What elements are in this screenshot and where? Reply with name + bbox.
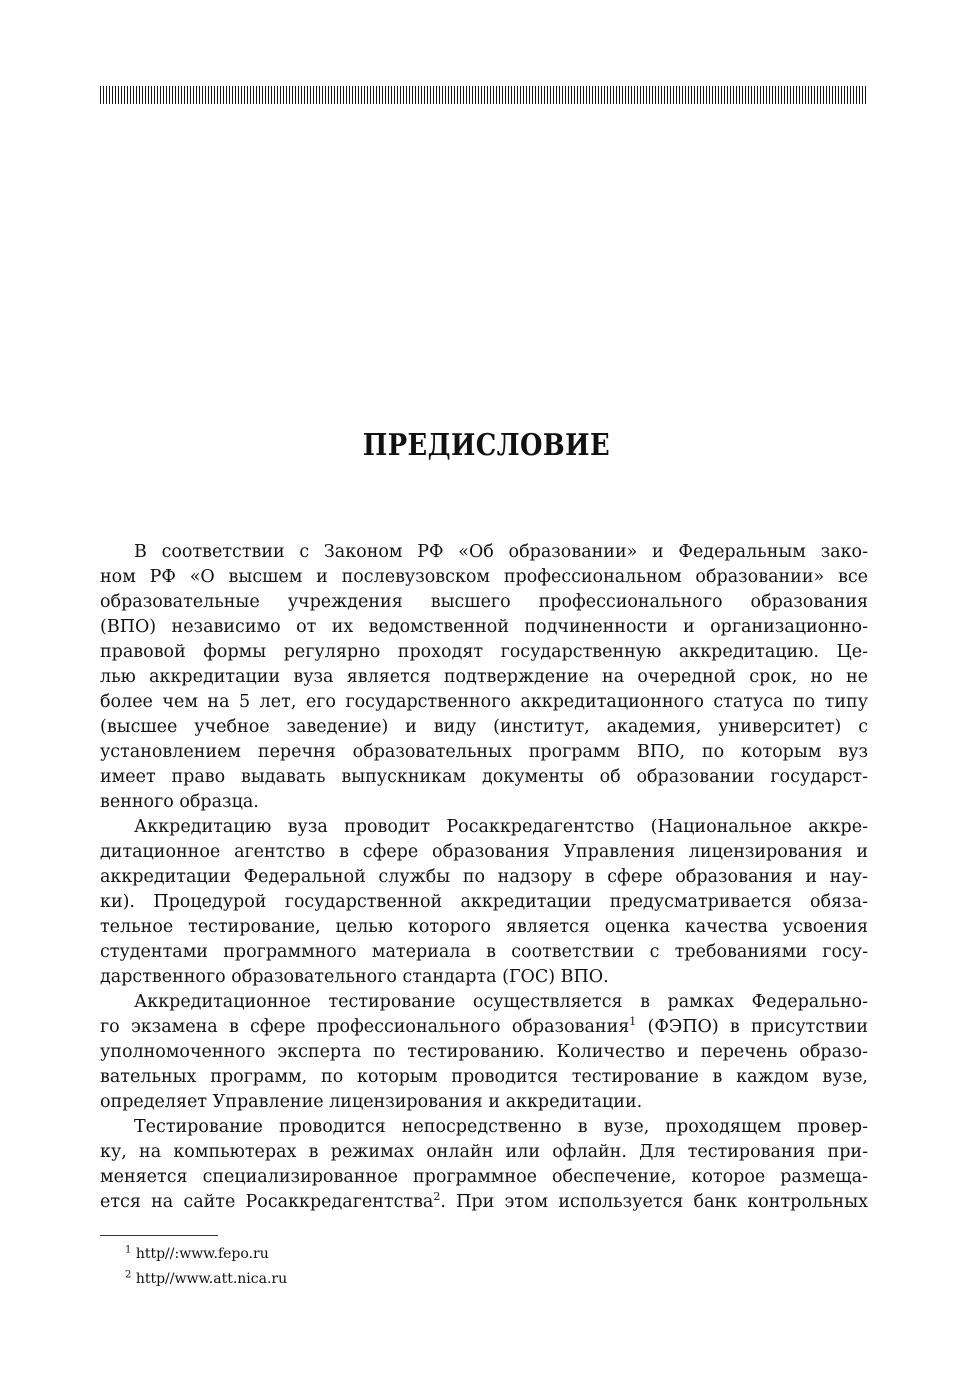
page-title: ПРЕДИСЛОВИЕ — [362, 428, 611, 463]
text-line-content: (ВПО) независимо от их ведомственной подчиненности и организационно- — [100, 617, 868, 637]
text-line — [100, 715, 868, 740]
text-line-content: определяет Управление лицензирования и аккредитации. — [100, 1092, 643, 1112]
text-line-continuation: . При этом используется банк контрольных — [440, 1192, 868, 1212]
text-line-content: тельное тестирование, целью которого является оценка качества усвоения — [100, 917, 868, 937]
text-line-content: меняется специализированное программное обеспечение, которое размеща- — [100, 1167, 868, 1187]
footnote-number: 2 — [125, 1269, 132, 1281]
text-line — [100, 1040, 868, 1065]
text-line — [100, 1165, 868, 1190]
text-line-content: образовательные учреждения высшего профессионального образования — [100, 592, 868, 612]
text-line-content: установлением перечня образовательных программ ВПО, по которым вуз — [100, 742, 868, 762]
text-line-content: Аккредитацию вуза проводит Росаккредагентство (Национальное аккре- — [134, 817, 868, 837]
text-line-content: аккредитации Федеральной службы по надзору в сфере образования и нау- — [100, 867, 868, 887]
footnote-link: http//:www.fepo.ru — [131, 1246, 269, 1262]
text-line — [100, 815, 868, 840]
footnotes — [125, 1242, 287, 1292]
text-line-content: вательных программ, по которым проводится тестирование в каждом вузе, — [100, 1067, 868, 1087]
text-line — [100, 790, 868, 815]
text-line — [100, 640, 868, 665]
text-line-continuation: (ФЭПО) в присутствии — [636, 1017, 868, 1037]
footnote-ref: 2 — [433, 1190, 441, 1204]
text-line — [100, 890, 868, 915]
header-decorative-rule — [100, 86, 868, 104]
text-line — [100, 1115, 868, 1140]
footnote-ref: 1 — [629, 1015, 637, 1029]
text-line-content: правовой формы регулярно проходят государственную аккредитацию. Це- — [100, 642, 868, 662]
text-line — [100, 765, 868, 790]
text-line-content: ном РФ «О высшем и послевузовском профессиональном образовании» все — [100, 567, 868, 587]
text-line — [100, 540, 868, 565]
text-line-content: ку, на компьютерах в режимах онлайн или офлайн. Для тестирования при- — [100, 1142, 868, 1162]
text-line-content: имеет право выдавать выпускникам документы об образовании государст- — [100, 767, 868, 787]
text-line-content: студентами программного материала в соответствии с требованиями госу- — [100, 942, 868, 962]
text-line-content: го экзамена в сфере профессионального образования — [100, 1017, 630, 1037]
text-line — [100, 865, 868, 890]
text-line-content: венного образца. — [100, 792, 259, 812]
text-line-content: ется на сайте Росаккредагентства — [100, 1192, 434, 1212]
footnote-separator — [100, 1235, 218, 1236]
footnote-number: 1 — [125, 1244, 132, 1256]
text-line-content: (высшее учебное заведение) и виду (институт, академия, университет) с — [100, 717, 868, 737]
text-line-content: Тестирование проводится непосредственно в вузе, проходящем провер- — [134, 1117, 868, 1137]
text-line — [100, 990, 868, 1015]
footnote — [125, 1267, 287, 1292]
text-line-content: ки). Процедурой государственной аккредитации предусматривается обяза- — [100, 892, 868, 912]
text-line-content: Аккредитационное тестирование осуществляется в рамках Федерально- — [134, 992, 868, 1012]
text-line-content: дарственного образовательного стандарта (ГОС) ВПО. — [100, 967, 609, 987]
text-line — [100, 840, 868, 865]
text-line — [100, 965, 868, 990]
text-line — [100, 940, 868, 965]
text-line — [100, 1065, 868, 1090]
text-line — [100, 590, 868, 615]
text-line — [100, 615, 868, 640]
text-line — [100, 565, 868, 590]
body-text — [100, 540, 868, 1215]
text-line-content: дитационное агентство в сфере образования Управления лицензирования и — [100, 842, 868, 862]
text-line — [100, 1015, 868, 1040]
footnote — [125, 1242, 287, 1267]
text-line — [100, 1140, 868, 1165]
text-line — [100, 665, 868, 690]
text-line-content: более чем на 5 лет, его государственного аккредитационного статуса по типу — [100, 692, 868, 712]
text-line-content: уполномоченного эксперта по тестированию. Количество и перечень образо- — [100, 1042, 868, 1062]
text-line — [100, 690, 868, 715]
text-line — [100, 1090, 868, 1115]
text-line — [100, 915, 868, 940]
text-line — [100, 1190, 868, 1215]
footnote-link: http//www.att.nica.ru — [131, 1271, 288, 1287]
text-line-content: В соответствии с Законом РФ «Об образовании» и Федеральным зако- — [134, 542, 868, 562]
text-line-content: лью аккредитации вуза является подтверждение на очередной срок, но не — [100, 667, 868, 687]
text-line — [100, 740, 868, 765]
